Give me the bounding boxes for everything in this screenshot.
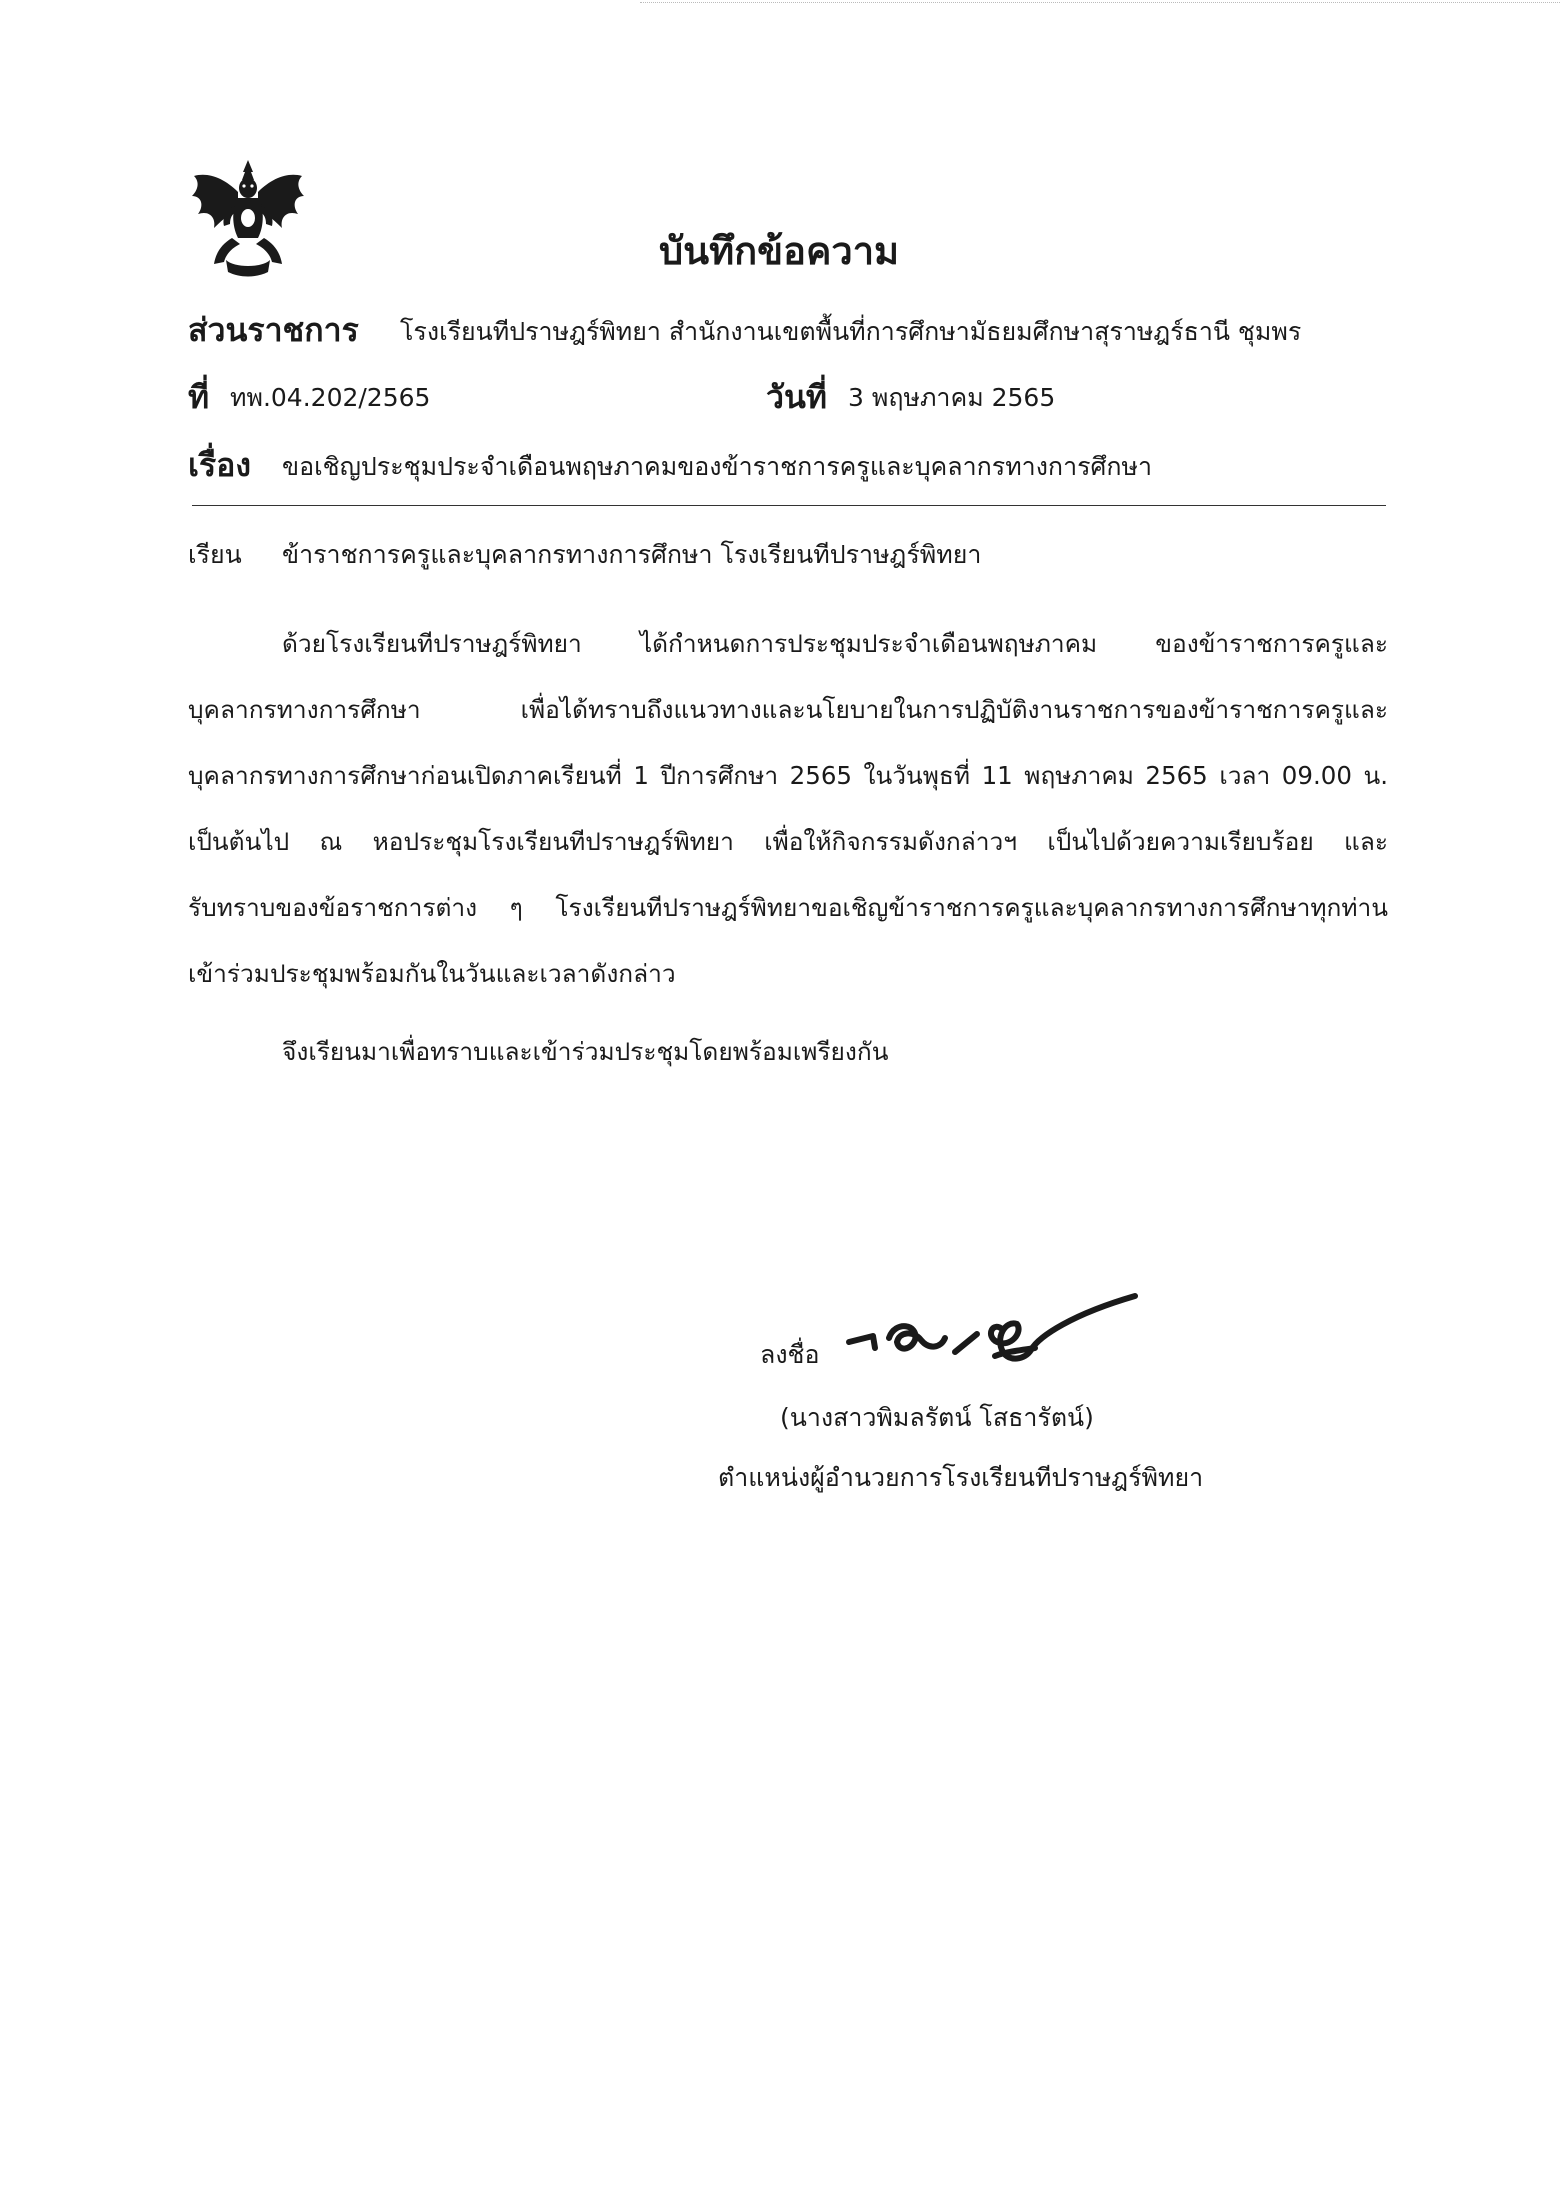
body-line-6: เข้าร่วมประชุมพร้อมกันในวันและเวลาดังกล่าว: [188, 959, 676, 988]
body-line-4: เป็นต้นไป ณ หอประชุมโรงเรียนทีปราษฎร์พิทยา เพื่อให้กิจกรรมดังกล่าวฯ เป็นไปด้วยความเรียบร้อย และ: [188, 827, 1388, 856]
handwritten-signature-icon: [845, 1290, 1145, 1380]
department-value: โรงเรียนทีปราษฎร์พิทยา สำนักงานเขตพื้นที่การศึกษามัธยมศึกษาสุราษฎร์ธานี ชุมพร: [400, 317, 1302, 346]
body-line-3: บุคลากรทางการศึกษาก่อนเปิดภาคเรียนที่ 1 ปีการศึกษา 2565 ในวันพุธที่ 11 พฤษภาคม 2565 เวลา 09.00 น.: [188, 761, 1388, 790]
date-label: วันที่: [766, 378, 827, 416]
body-line-2: บุคลากรทางการศึกษา เพื่อได้ทราบถึงแนวทางและนโยบายในการปฏิบัติงานราชการของข้าราชการครูและ: [188, 695, 1388, 724]
garuda-emblem-icon: [188, 156, 308, 278]
salutation-value: ข้าราชการครูและบุคลากรทางการศึกษา โรงเรียนทีปราษฎร์พิทยา: [282, 540, 982, 569]
signatory-position: ตำแหน่งผู้อำนวยการโรงเรียนทีปราษฎร์พิทยา: [718, 1463, 1204, 1492]
sign-label: ลงชื่อ: [760, 1340, 820, 1369]
signatory-name: (นางสาวพิมลรัตน์ โสธารัตน์): [780, 1403, 1094, 1432]
reference-label: ที่: [188, 378, 210, 416]
reference-value: ทพ.04.202/2565: [230, 383, 431, 412]
subject-label: เรื่อง: [188, 446, 251, 484]
date-value: 3 พฤษภาคม 2565: [848, 383, 1056, 412]
body-line-5: รับทราบของข้อราชการต่าง ๆ โรงเรียนทีปราษฎร์พิทยาขอเชิญข้าราชการครูและบุคลากรทางการศึกษาทุกท่าน: [188, 893, 1388, 922]
salutation-label: เรียน: [188, 540, 242, 569]
header-divider: [192, 505, 1386, 506]
page-title: บันทึกข้อความ: [659, 229, 900, 273]
subject-value: ขอเชิญประชุมประจำเดือนพฤษภาคมของข้าราชการครูและบุคลากรทางการศึกษา: [282, 452, 1153, 481]
closing-line: จึงเรียนมาเพื่อทราบและเข้าร่วมประชุมโดยพร้อมเพรียงกัน: [282, 1037, 889, 1066]
department-label: ส่วนราชการ: [188, 311, 359, 349]
scan-edge-mark: [640, 2, 1560, 3]
body-line-1: ด้วยโรงเรียนทีปราษฎร์พิทยา ได้กำหนดการประชุมประจำเดือนพฤษภาคม ของข้าราชการครูและ: [282, 629, 1388, 658]
